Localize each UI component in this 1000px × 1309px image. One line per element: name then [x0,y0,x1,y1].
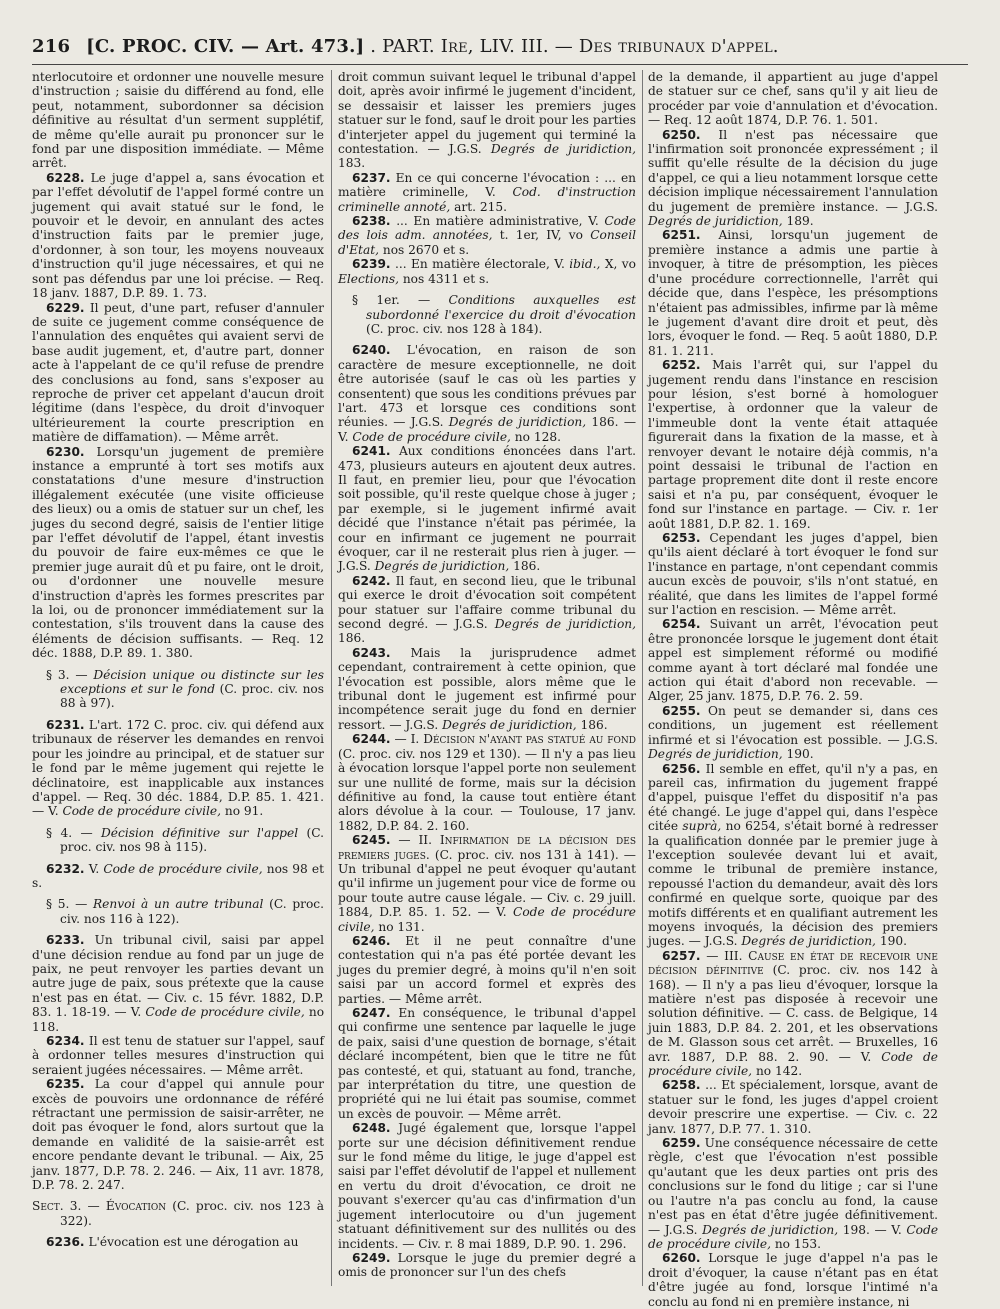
paragraph-number: 6249. [352,1250,391,1265]
paragraph: 6233. Un tribunal civil, saisi par appel d'une décision rendue au fond par un juge de paix, ne peut renvoyer les parties devant un autre juge de paix, sous prétexte que la cause n'est pas en état. — Civ. c. 15 févr. 1882, D.P. 83. 1. 18-19. — V. Code de procédure civile, no 118. [32,933,325,1034]
paragraph: 6232. V. Code de procédure civile, nos 98 et s. [32,861,325,890]
paragraph: 6234. Il est tenu de statuer sur l'appel, sauf à ordonner telles mesures d'instruction qui seraient jugées nécessaires. — Même arrêt. [32,1034,325,1077]
paragraph: 6229. Il peut, d'une part, refuser d'annuler de suite ce jugement comme conséquence de l'annulation des enquêtes qui avaient servi de base audit jugement, et, d'autre part, donner acte à l'appelant de ce qu'il refuse de prendre des conclusions au fond, sans s'exposer au reproche de priver cet appelant d'aucun droit légitime (dans l'espèce, du droit d'invoquer ultérieurement la courte prescription en matière de diffamation). — Même arrêt. [32,300,324,445]
section-heading: § 5. — Renvoi à un autre tribunal (C. proc. civ. nos 116 à 122). [46,897,324,926]
column-left [32,70,324,1288]
paragraph-number: 6251. [662,228,701,243]
paragraph-number: 6234. [46,1034,85,1048]
paragraph-number: 6243. [352,645,391,660]
page-number: 216 [32,36,71,57]
paragraph-number: 6256. [662,761,701,776]
paragraph-number: 6245. [352,833,391,848]
paragraph: 6230. Lorsqu'un jugement de première instance a emprunté à tort ses motifs aux constatations d'une mesure d'instruction illégalement exécutée (une visite officieuse des lieux) ou a omis de statuer sur un chef, les juges du second degré, saisis de l'entier litige par l'effet dévolutif de l'appel, étant investis du pouvoir de faire eux-mêmes ce que le premier juge aurait dû et pu faire, ont le droit, ou d'ordonner une nouvelle mesure d'instruction d'après les formes prescrites par la loi, ou de prononcer immédiatement sur la contestation, s'ils trouvent dans la cause des éléments de décision suffisants. — Req. 12 déc. 1888, D.P. 89. 1. 380. [32,444,324,661]
paragraph-number: 6237. [352,170,391,185]
paragraph: 6236. L'évocation est une dérogation au [46,1235,299,1250]
paragraph: 6250. Il n'est pas nécessaire que l'infirmation soit prononcée expressément ; il suffit qu'elle résulte de la décision du juge d'appel, ce qui a lieu notamment lorsque cette décision implique nécessairement l'annulation du jugement de première instance. — J.G.S. Degrés de juridiction, 189. [648,127,939,229]
paragraph-number: 6233. [46,933,85,948]
paragraph-number: 6239. [352,257,391,272]
paragraph: nterlocutoire et ordonner une nouvelle mesure d'instruction ; saisie du différend au fond, elle peut, notamment, subordonner sa décision définitive au résultat d'un serment supplétif, de même qu'elle aurait pu prononcer sur le fond par une disposition immédiate. — Même arrêt. [32,70,324,171]
paragraph: 6253. Cependant les juges d'appel, bien qu'ils aient déclaré à tort évoquer le fond sur l'instance en partage, n'ont cependant commis aucun excès de pouvoir, s'ils n'ont statué, en réalité, que dans les limites de l'appel formé sur l'action en rescision. — Même arrêt. [648,531,938,618]
paragraph: 6252. Mais l'arrêt qui, sur l'appel du jugement rendu dans l'instance en rescision pour lésion, s'est borné à homologuer l'expertise, à ordonner que la valeur de l'immeuble dont la vente était attaquée figurerait dans la fixation de la masse, et à renvoyer devant le notaire déjà commis, n'a point dessaisi le tribunal de l'action en partage proprement dite dont il reste encore saisi et n'a pu, par conséquent, évoquer le fond sur l'instance en partage. — Civ. r. 1er août 1881, D.P. 82. 1. 169. [648,358,939,531]
paragraph-number: 6241. [352,444,391,459]
paragraph: 6241. Aux conditions énoncées dans l'art. 473, plusieurs auteurs en ajoutent deux autres. Il faut, en premier lieu, pour que l'évocation soit possible, qu'il reste quelque chose à juger ; par exemple, si le jugement infirmé avait décidé que l'instance n'était pas périmée, la cour en infirmant ce jugement ne pourrait évoquer, car il ne resterait plus rien à juger. — J.G.S. Degrés de juridiction, 186. [338,444,636,574]
paragraph: 6251. Ainsi, lorsqu'un jugement de première instance a admis une partie à invoquer, à titre de présomption, les pièces d'une procédure correctionnelle, l'arrêt qui décide que, dans l'espèce, les présomptions n'étaient pas admissibles, infirme par là même le jugement d'avant dire droit et peut, dès lors, évoquer le fond. — Req. 5 août 1880, D.P. 81. 1. 211. [648,228,938,358]
paragraph-number: 6247. [352,1006,391,1020]
paragraph: 6255. On peut se demander si, dans ces conditions, un jugement est réellement infirmé et si l'évocation est possible. — J.G.S. Degrés de juridiction, 190. [648,703,938,762]
paragraph: 6258. ... Et spécialement, lorsque, avant de statuer sur le fond, les juges d'appel croient devoir prescrire une expertise. — Civ. c. 22 janv. 1877, D.P. 77. 1. 310. [648,1078,939,1136]
paragraph: 6242. Il faut, en second lieu, que le tribunal qui exerce le droit d'évocation soit compétent pour statuer sur l'affaire comme tribunal du second degré. — J.G.S. Degrés de juridiction, 186. [338,573,637,646]
paragraph: 6245. — II. Infirmation de la décision des premiers juges. (C. proc. civ. nos 131 à 141). — Un tribunal d'appel ne peut évoquer qu'autant qu'il infirme un jugement pour vice de forme ou pour toute autre cause légale. — Civ. c. 29 juill. 1884, D.P. 85. 1. 52. — V. Code de procédure civile, no 131. [338,833,636,934]
paragraph-number: 6242. [352,573,391,588]
paragraph-number: 6246. [352,933,391,948]
paragraph-number: 6240. [352,343,391,358]
header-rule [32,64,968,65]
paragraph-number: 6248. [352,1121,391,1136]
paragraph-number: 6258. [662,1078,701,1093]
paragraph-number: 6235. [46,1077,85,1092]
paragraph: 6248. Jugé également que, lorsque l'appel porte sur une décision définitivement rendue sur le fond même du litige, le juge d'appel est saisi par l'effet dévolutif de l'appel et nullement en vertu du droit d'évocation, ce droit ne pouvant s'exercer qu'au cas d'infirmation d'un jugement interlocutoire ou d'un jugement statuant définitivement sur des nullités ou des incidents. — Civ. r. 8 mai 1889, D.P. 90. 1. 296. [338,1121,636,1251]
column-divider [331,70,332,1286]
paragraph: 6246. Et il ne peut connaître d'une contestation qui n'a pas été portée devant les juges du premier degré, à moins qu'il n'en soit saisi par un accord formel et exprès des parties. — Même arrêt. [338,933,637,1006]
section-heading: § 1er. — Conditions auxquelles est subordonné l'exercice du droit d'évocation (C. proc. civ. nos 128 à 184). [352,293,636,336]
paragraph: 6260. Lorsque le juge d'appel n'a pas le droit d'évoquer, la cause n'étant pas en état d'être jugée au fond, lorsque l'intimé n'a conclu au fond ni en première instance, ni [648,1251,939,1309]
paragraph-number: 6254. [662,617,701,632]
column-divider [642,70,643,1286]
paragraph: 6244. — I. Décision n'ayant pas statué au fond (C. proc. civ. nos 129 et 130). — Il n'y a pas lieu à évocation lorsque l'appel porte non seulement sur une nullité de forme, mais sur la décision définitive au fond, la cause tout entière étant alors dévolue à la cour. — Toulouse, 17 janv. 1882, D.P. 84. 2. 160. [338,732,637,833]
paragraph-number: 6236. [46,1235,85,1250]
paragraph: de la demande, il appartient au juge d'appel de statuer sur ce chef, sans qu'il y ait lieu de procéder par voie d'annulation et d'évocation. — Req. 12 août 1874, D.P. 76. 1. 501. [648,70,938,128]
paragraph-number: 6252. [662,358,701,373]
running-header: 216 [C. PROC. CIV. — Art. 473.] . PART. Ire, LIV. III. — Des tribunaux d'appel. [32,36,779,57]
column-right [648,70,939,1309]
paragraph: 6237. En ce qui concerne l'évocation : ... en matière criminelle, V. Cod. d'instruction criminelle annoté, art. 215. [338,170,637,214]
paragraph-number: 6255. [662,703,701,718]
section-heading: § 4. — Décision définitive sur l'appel (C. proc. civ. nos 98 à 115). [46,825,324,855]
paragraph-number: 6257. [662,948,701,963]
paragraph-number: 6250. [662,127,701,142]
header-left: [C. PROC. CIV. — Art. 473.] [86,36,365,57]
paragraph-number: 6229. [46,300,85,315]
paragraph: 6228. Le juge d'appel a, sans évocation et par l'effet dévolutif de l'appel formé contre un jugement qui avait statué sur le fond, le pouvoir et le devoir, en annulant des actes d'instruction faits par le premier juge, d'ordonner, à son tour, les moyens nouveaux d'instruction qu'il juge nécessaires, et qui ne sont pas défendus par une loi précise. — Req. 18 janv. 1887, D.P. 89. 1. 73. [32,170,324,301]
paragraph-number: 6253. [662,531,701,545]
paragraph-number: 6230. [46,444,85,459]
paragraph: 6239. ... En matière électorale, V. ibid., X, vo Elections, nos 4311 et s. [338,257,636,286]
column-middle [338,70,636,1288]
header-right: PART. Ire, LIV. III. — Des tribunaux d'appel. [382,36,779,57]
paragraph: 6259. Une conséquence nécessaire de cette règle, c'est que l'évocation n'est possible qu'autant que les deux parties ont pris des conclusions sur le fond du litige ; car si l'une ou l'autre n'a pas conclu au fond, la cause n'est pas en état d'être jugée définitivement. — J.G.S. Degrés de juridiction, 198. — V. Code de procédure civile, no 153. [648,1136,939,1251]
paragraph-number: 6228. [46,170,85,185]
paragraph: 6254. Suivant un arrêt, l'évocation peut être prononcée lorsque le jugement dont était appel est simplement réformé ou modifié comme ayant à tort déclaré mal fondée une action qui était d'abord non recevable. — Alger, 25 janv. 1875, D.P. 76. 2. 59. [648,617,938,704]
paragraph-number: 6260. [662,1251,701,1266]
paragraph: 6240. L'évocation, en raison de son caractère de mesure exceptionnelle, ne doit être autorisée (sauf le cas où les parties y consentent) que sous les conditions prévues par l'art. 473 et lorsque ces conditions sont réunies. — J.G.S. Degrés de juridiction, 186. — V. Code de procédure civile, no 128. [338,343,637,444]
paragraph-number: 6231. [46,717,85,732]
paragraph-number: 6259. [662,1136,701,1151]
paragraph-number: 6232. [46,861,85,876]
paragraph: 6257. — III. Cause en état de recevoir une décision définitive (C. proc. civ. nos 142 à 168). — Il n'y a pas lieu d'évoquer, lorsque la matière n'est pas disposée à recevoir une solution définitive. — C. cass. de Belgique, 14 juin 1883, D.P. 84. 2. 201, et les observations de M. Glasson sous cet arrêt. — Bruxelles, 16 avr. 1887, D.P. 88. 2. 90. — V. Code de procédure civile, no 142. [648,948,939,1079]
paragraph: 6247. En conséquence, le tribunal d'appel qui confirme une sentence par laquelle le juge de paix, saisi d'une question de bornage, s'était déclaré incompétent, bien que le titre ne fût pas contesté, et qui, statuant au fond, tranche, par interprétation du titre, une question de propriété qui ne lui était pas soumise, commet un excès de pouvoir. — Même arrêt. [338,1006,636,1121]
paragraph-number: 6244. [352,732,391,747]
section-heading: § 3. — Décision unique ou distincte sur les exceptions et sur le fond (C. proc. civ. nos 88 à 97). [46,667,325,711]
paragraph: 6249. Lorsque le juge du premier degré a omis de prononcer sur l'un des chefs [338,1250,636,1280]
paragraph: droit commun suivant lequel le tribunal d'appel doit, après avoir infirmé le jugement d'incident, se dessaisir et laisser les premiers juges statuer sur le fond, sauf le droit pour les parties d'interjeter appel du jugement qui terminé la contestation. — J.G.S. Degrés de juridiction, 183. [338,70,637,171]
paragraph: 6235. La cour d'appel qui annule pour excès de pouvoirs une ordonnance de référé rétractant une permission de saisir-arrêter, ne doit pas évoquer le fond, alors surtout que la demande en validité de la saisie-arrêt est encore pendante devant le tribunal. — Aix, 25 janv. 1877, D.P. 78. 2. 246. — Aix, 11 avr. 1878, D.P. 78. 2. 247. [32,1077,324,1193]
paragraph: 6231. L'art. 172 C. proc. civ. qui défend aux tribunaux de réserver les demandes en renvoi pour les joindre au principal, et de statuer sur le fond par le même jugement qui rejette le déclinatoire, est inapplicable aux instances d'appel. — Req. 30 déc. 1884, D.P. 85. 1. 421. — V. Code de procédure civile, no 91. [32,717,324,819]
paragraph-number: 6238. [352,214,391,229]
section-heading: Sect. 3. — Évocation (C. proc. civ. nos 123 à 322). [32,1199,324,1228]
paragraph: 6243. Mais la jurisprudence admet cependant, contrairement à cette opinion, que l'évocation est possible, alors même que le tribunal dont le jugement est infirmé pour incompétence serait juge du fond en dernier ressort. — J.G.S. Degrés de juridiction, 186. [338,645,637,732]
paragraph: 6256. Il semble en effet, qu'il n'y a pas, en pareil cas, infirmation du jugement frappé d'appel, puisque l'effet du dispositif n'a pas été changé. Le juge d'appel qui, dans l'espèce citée suprà, no 6254, s'était borné à redresser la qualification donnée par le premier juge à l'exception soulevée devant lui et avait, comme le tribunal de première instance, repoussé l'action du demandeur, avait dès lors confirmé en quelque sorte, quoique par des motifs différents et en qualifiant autrement les moyens invoqués, la décision des premiers juges. — J.G.S. Degrés de juridiction, 190. [648,761,939,949]
paragraph: 6238. ... En matière administrative, V. Code des lois adm. annotées, t. 1er, IV, vo Conseil d'Etat, nos 2670 et s. [338,214,637,257]
